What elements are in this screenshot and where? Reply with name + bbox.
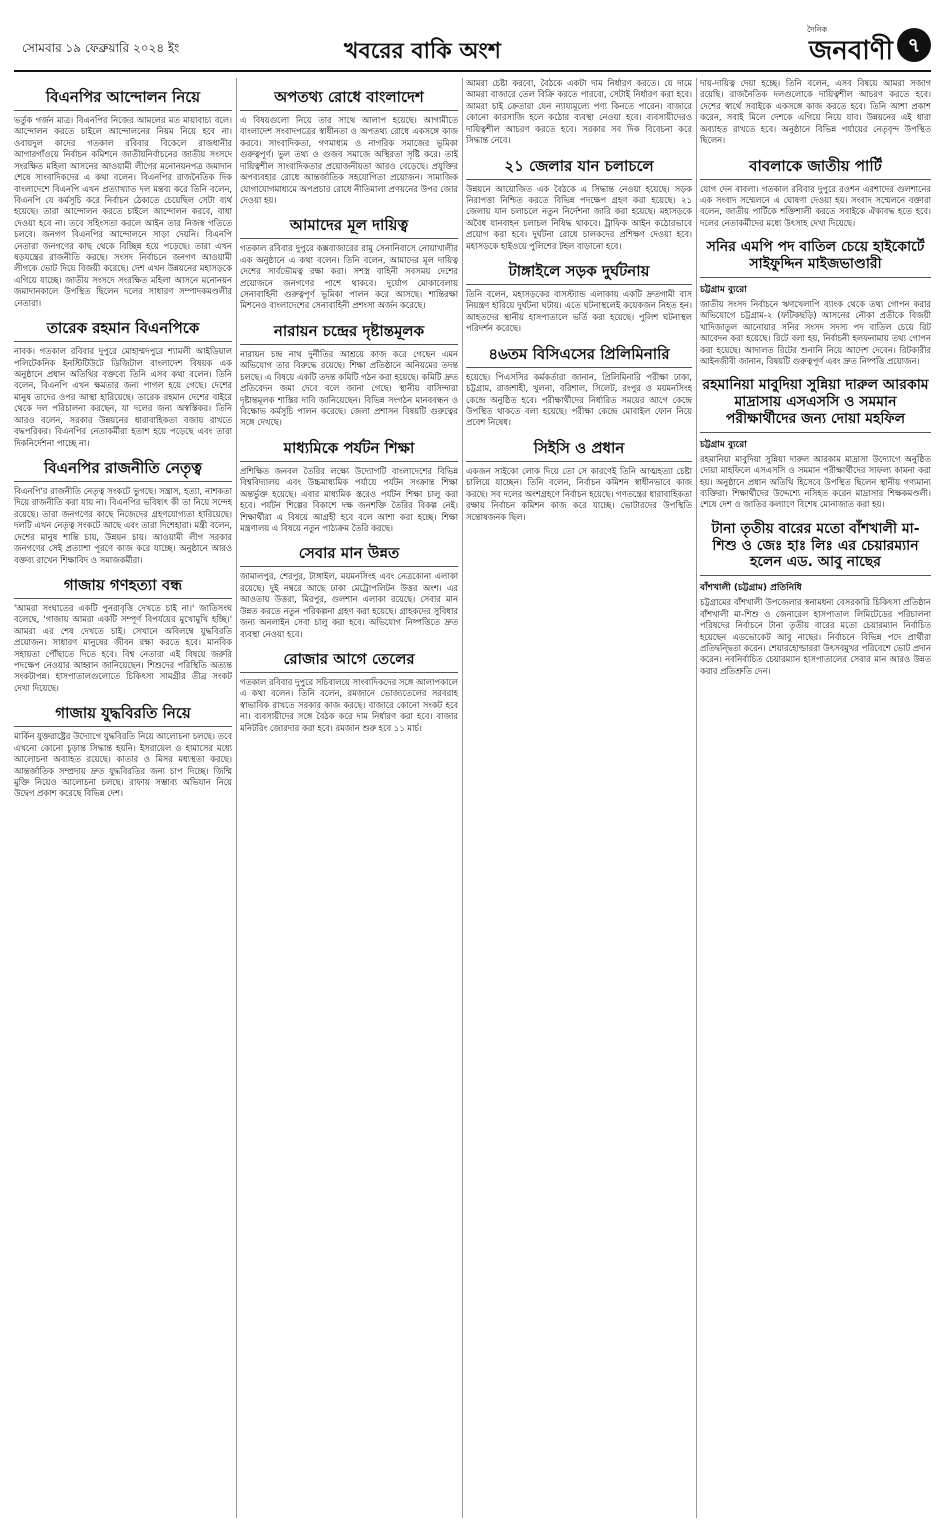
article (240, 84, 458, 206)
section-title: খবরের বাকি অংশ (344, 39, 501, 64)
column-2 (240, 78, 458, 734)
column-1 (14, 78, 232, 800)
article-headline: সনির এমপি পদ বাতিল চেয়ে হাইকোর্টে সাইফুদ্দিন মাইজভাণ্ডারী (700, 235, 931, 278)
article-body: জাতীয় সংসদ নির্বাচনে ঋণখেলাপি ব্যাংক থেকে তথ্য গোপন করার অভিযোগে চট্টগ্রাম-২ (ফটিকছড়ি) আসনের নৌকা প্রতীকে বিজয়ী খাদিজাতুল আনোয়ার সনির সংসদ সদস্য পদ বাতিল চেয়ে রিট আবেদন করা হয়েছে। রিটে বলা হয়, নির্বাচনী হলফনামায় তথ্য গোপন করা হয়েছে। আদালত রিটের শুনানি নিয়ে আদেশ দেবেন। রিটকারীর আইনজীবী জানান, বিষয়টি গুরুত্বপূর্ণ এবং দ্রুত নিষ্পত্তি প্রয়োজন। (700, 298, 931, 366)
article-body: নারায়ন চন্দ্র নাথ দুর্নীতির আশ্রয়ে কাজ করে গেছেন এমন অভিযোগ তার বিরুদ্ধে রয়েছে। শিক্ষা প্রতিষ্ঠানে অনিয়মের তদন্ত চলছে। এ বিষয়ে একটি তদন্ত কমিটি গঠন করা হয়েছে। কমিটি দ্রুত প্রতিবেদন জমা দেবে বলে জানা গেছে। স্থানীয় বাসিন্দারা দৃষ্টান্তমূলক শাস্তির দাবি জানিয়েছেন। বিভিন্ন সংগঠন মানববন্ধন ও বিক্ষোভ কর্মসূচি পালন করেছে। জেলা প্রশাসন বিষয়টি গুরুত্বের সঙ্গে দেখছে। (240, 348, 458, 428)
masthead (14, 25, 931, 68)
article (700, 153, 931, 230)
article-body: যোগ দেন বাবলা। গতকাল রবিবার দুপুরে রওশন এরশাদের গুলশানের এক সংবাদ সম্মেলনে এ ঘোষণা দেওয়া হয়। সংবাদ সম্মেলনে বক্তারা বলেন, জাতীয় পার্টিকে শক্তিশালী করতে সবাইকে ঐক্যবদ্ধ হতে হবে। দলের নেতাকর্মীদের মধ্যে উৎসাহ দেখা দিয়েছে। (700, 183, 931, 228)
article-headline: টানা তৃতীয় বারের মতো বাঁশখালী মা-শিশু ও জেঃ হাঃ লিঃ এর চেয়ারম্যান হলেন এড. আবু নাছের (700, 517, 931, 576)
article-body: দায়-দায়িত্ব দেয়া হচ্ছে। তিনি বলেন, এসব বিষয়ে আমরা সজাগ রয়েছি। রাজনৈতিক দলগুলোকে দায়িত্বশীল আচরণ করতে হবে। দেশের স্বার্থে সবাইকে একসঙ্গে কাজ করতে হবে। তিনি আশা প্রকাশ করেন, সবাই মিলে দেশকে এগিয়ে নিয়ে যাব। উন্নয়নের এই ধারা অব্যাহত রাখতে হবে। অনুষ্ঠানে বিভিন্ন পর্যায়ের নেতৃবৃন্দ উপস্থিত ছিলেন। (700, 78, 931, 146)
article-headline: রোজার আগে তেলের (240, 646, 458, 673)
column-3 (466, 78, 692, 523)
article (14, 572, 232, 694)
column-4 (700, 78, 931, 677)
article-body: তিনি বলেন, মহাসড়কের বাসস্ট্যান্ড এলাকায় একটি দ্রুতগামী বাস নিয়ন্ত্রণ হারিয়ে দুর্ঘটনা ঘটায়। এতে ঘটনাস্থলেই কয়েকজন নিহত হন। আহতদের স্থানীয় হাসপাতালে ভর্তি করা হয়েছে। পুলিশ ঘটনাস্থল পরিদর্শন করেছে। (466, 289, 692, 334)
article-byline: বাঁশখালী (চট্টগ্রাম) প্রতিনিধি (700, 583, 802, 594)
article-headline: গাজায় যুদ্ধবিরতি নিয়ে (14, 700, 232, 727)
article-body: মার্কিন যুক্তরাষ্ট্রের উদ্যোগে যুদ্ধবিরতি নিয়ে আলোচনা চলছে। তবে এখনো কোনো চূড়ান্ত সিদ্ধান্ত হয়নি। ইসরায়েল ও হামাসের মধ্যে আলোচনা অব্যাহত রয়েছে। কাতার ও মিসর মধ্যস্থতা করছে। আন্তর্জাতিক সম্প্রদায় দ্রুত যুদ্ধবিরতির জন্য চাপ দিচ্ছে। জিম্মি মুক্তি নিয়েও আলোচনা চলছে। রাফায় সম্ভাব্য অভিযান নিয়ে উদ্বেগ প্রকাশ করেছে বিভিন্ন দেশ। (14, 731, 232, 799)
article-body: গতকাল রবিবার দুপুরে সচিবালয়ে সাংবাদিকদের সঙ্গে আলাপকালে এ কথা বলেন। তিনি বলেন, রমজানে ভোজ্যতেলের সরবরাহ স্বাভাবিক রাখতে সরকার কাজ করছে। বাজারে কোনো সংকট হবে না। ব্যবসায়ীদের সঙ্গে বৈঠক করে দাম নির্ধারণ করা হবে। বাজার মনিটরিং জোরদার করা হবে। রমজান শুরু হবে ১১ মার্চ। (240, 676, 458, 733)
article-headline: তারেক রহমান বিএনপিকে (14, 315, 232, 342)
article-body: চট্টগ্রামের বাঁশখালী উপজেলার স্বনামধন্য বেসরকারি চিকিৎসা প্রতিষ্ঠান বাঁশখালী মা-শিশু ও জেনারেল হাসপাতাল লিমিটেডের পরিচালনা পরিষদের নির্বাচনে টানা তৃতীয় বারের মতো চেয়ারম্যান নির্বাচিত হয়েছেন এডভোকেট আবু নাছের। নির্বাচনে বিভিন্ন পদে প্রার্থীরা প্রতিদ্বন্দ্বিতা করেন। শেয়ারহোল্ডাররা উৎসবমুখর পরিবেশে ভোট প্রদান করেন। নবনির্বাচিত চেয়ারম্যান হাসপাতালের সেবার মান আরও উন্নত করার প্রতিশ্রুতি দেন। (700, 597, 931, 676)
article-byline: চট্টগ্রাম ব্যুরো (700, 439, 747, 450)
article-headline: বাবলাকে জাতীয় পার্টি (700, 153, 931, 180)
article (14, 315, 232, 449)
logo-prefix: দৈনিক (807, 25, 828, 34)
logo-text: জনবাণী (809, 36, 893, 66)
column-divider (236, 78, 237, 1518)
article (700, 235, 931, 367)
masthead-rule (14, 70, 931, 72)
article-headline: অপতথ্য রোধে বাংলাদেশ (240, 84, 458, 111)
article-body: আমরা চেষ্টা করবো, বৈঠকে একটা দাম নির্ধারণ করতে। যে দামে আমরা বাজারে তেল বিক্রি করতে পারবো, সেটাই নির্ধারণ করা হবে। আমরা চাই ক্রেতারা যেন ন্যায্যমূল্যে পণ্য কিনতে পারেন। বাজারে কোনো কারসাজি হলে কঠোর ব্যবস্থা নেওয়া হবে। ব্যবসায়ীদেরও দায়িত্বশীল আচরণ করতে হবে। সরকার সব দিক বিবেচনা করে সিদ্ধান্ত নেবে। (466, 78, 692, 146)
article (14, 455, 232, 566)
article-body: নাবক। গতকাল রবিবার দুপুরে মোহাম্মদপুরে শ্যামলী আইডিয়াল পলিটেকনিক ইনস্টিটিউটে ডিজিটাল বাংলাদেশ বিষয়ক এক অনুষ্ঠানে প্রধান অতিথির বক্তব্যে তিনি এসব কথা বলেন। তিনি বলেন, বিএনপি এখন ক্ষমতার জন্য পাগল হয়ে গেছে। দেশের মানুষ তাদের ওপর আস্থা হারিয়েছে। তারেক রহমান দেশের বাইরে থেকে দল পরিচালনা করছেন, যা দলের জন্য অস্বস্তিকর। তিনি আরও বলেন, সরকার উন্নয়নের ধারাবাহিকতা বজায় রাখতে বদ্ধপরিকর। বিএনপির নেতাকর্মীরা হতাশ হয়ে পড়েছে এবং তারা দিকনির্দেশনা পাচ্ছে না। (14, 346, 232, 448)
article-body: রহমানিয়া মাবুদিয়া সুন্নিয়া দারুল আরকাম মাদ্রাসা উদ্যোগে অনুষ্ঠিত দোয়া মাহফিলে এসএসসি ও সমমান পরীক্ষার্থীদের সাফল্য কামনা করা হয়। অনুষ্ঠানে প্রধান অতিথি হিসেবে উপস্থিত ছিলেন স্থানীয় গণ্যমান্য ব্যক্তিরা। শিক্ষার্থীদের উদ্দেশ্যে নসিহত করেন মাদ্রাসার শিক্ষকমণ্ডলী। শেষে দেশ ও জাতির কল্যাণে বিশেষ মোনাজাত করা হয়। (700, 453, 931, 510)
article-headline: বিএনপির রাজনীতি নেতৃত্ব (14, 455, 232, 482)
article-body: প্রশিক্ষিত জনবল তৈরির লক্ষ্যে উদ্যোগটি বাংলাদেশের বিভিন্ন বিশ্ববিদ্যালয় এবং উচ্চমাধ্যমিক পর্যায়ে পর্যটন সংক্রান্ত শিক্ষা অন্তর্ভুক্ত হয়েছে। এবার মাধ্যমিক স্তরেও পর্যটন শিক্ষা চালু করা হবে। পর্যটন শিল্পের বিকাশে দক্ষ জনশক্তি তৈরির বিকল্প নেই। শিক্ষার্থীরা এ বিষয়ে আগ্রহী হবে বলে আশা করা হচ্ছে। শিক্ষা মন্ত্রণালয় এ বিষয়ে নতুন পাঠ্যক্রম তৈরি করছে। (240, 465, 458, 533)
article (240, 212, 458, 312)
article-headline: সেবার মান উন্নত (240, 540, 458, 567)
article (240, 318, 458, 429)
article (14, 700, 232, 800)
article-headline: মাধ্যমিকে পর্যটন শিক্ষা (240, 435, 458, 462)
article-headline: বিএনপির আন্দোলন নিয়ে (14, 84, 232, 111)
article-body: একজন সাইকো লোক দিয়ে তো সে কারণেই তিনি আত্মহত্যা চেষ্টা চালিয়ে যাচ্ছেন। তিনি বলেন, নির্বাচন কমিশন স্বাধীনভাবে কাজ করছে। সব দলের অংশগ্রহণে নির্বাচন হয়েছে। গণতন্ত্রের ধারাবাহিকতা রক্ষায় নির্বাচন কমিশন কাজ করে যাচ্ছে। ভোটারদের উপস্থিতি সন্তোষজনক ছিল। (466, 465, 692, 522)
newspaper-logo (807, 25, 893, 74)
article-headline: গাজায় গণহত্যা বন্ধ (14, 572, 232, 599)
article-headline: ৪৬তম বিসিএসের প্রিলিমিনারি (466, 341, 692, 368)
article-byline: চট্টগ্রাম ব্যুরো (700, 284, 747, 295)
page-number: ৭ (897, 28, 931, 62)
article (466, 78, 692, 147)
article-headline: নারায়ন চন্দ্রের দৃষ্টান্তমূলক (240, 318, 458, 345)
article (14, 84, 232, 309)
article (700, 78, 931, 147)
article-body: বিএনপি'র রাজনীতি নেতৃত্ব সংকটে ভুগছে। সন্ত্রাস, হত্যা, নাশকতা দিয়ে রাজনীতি করা যায় না। বিএনপির ভবিষ্যৎ কী তা নিয়ে সন্দেহ রয়েছে। তারা জনগণের কাছে নিজেদের গ্রহণযোগ্যতা হারিয়েছে। দলটি এখন নেতৃত্ব সংকটে আছে এবং তারা দিশেহারা। মন্ত্রী বলেন, দেশের মানুষ শান্তি চায়, উন্নয়ন চায়। আওয়ামী লীগ সরকার জনগণের সেই প্রত্যাশা পূরণে কাজ করে যাচ্ছে। অনুষ্ঠানে আরও বক্তব্য রাখেন শিক্ষাবিদ ও সমাজকর্মীরা। (14, 485, 232, 565)
column-divider (696, 78, 697, 1518)
article-body: 'আমরা সংঘাতের একটি পুনরাবৃত্তি দেখতে চাই না।' জাতিসংঘ বলেছে, 'গাজায় আমরা একটি সম্পূর্ণ বিপর্যয়ের মুখোমুখি হচ্ছি।' আমরা এর শেষ দেখতে চাই। সেখানে অবিলম্বে যুদ্ধবিরতি প্রয়োজন। সাধারণ মানুষের জীবন রক্ষা করতে হবে। মানবিক সহায়তা পৌঁছাতে দিতে হবে। বিশ্ব নেতারা এই বিষয়ে জরুরি পদক্ষেপ নেওয়ার আহ্বান জানিয়েছেন। শিশুদের পরিস্থিতি অত্যন্ত সংকটাপন্ন। হাসপাতালগুলোতে চিকিৎসা সামগ্রীর তীব্র সংকট দেখা দিয়েছে। (14, 602, 232, 693)
article-body: জামালপুর, শেরপুর, টাঙ্গাইল, ময়মনসিংহ এবং নেত্রকোনা এলাকা রয়েছে। দুই নম্বরে আছে ঢাকা মেট্রোপলিটন উত্তর অংশ। এর আওতায় উত্তরা, মিরপুর, গুলশান এলাকা রয়েছে। সেবার মান উন্নত করতে নতুন পরিকল্পনা গ্রহণ করা হয়েছে। গ্রাহকদের সুবিধার জন্য অনলাইন সেবা চালু করা হবে। অভিযোগ নিষ্পত্তিতে দ্রুত ব্যবস্থা নেওয়া হবে। (240, 571, 458, 639)
column-divider (462, 78, 463, 1518)
article (700, 373, 931, 511)
article (240, 646, 458, 734)
article (466, 258, 692, 335)
article (700, 517, 931, 677)
article-body: গতকাল রবিবার দুপুরে কক্সবাজারের রামু সেনানিবাসে নোয়াখালীর এক অনুষ্ঠানে এ কথা বলেন। তিনি বলেন, আমাদের মূল দায়িত্ব দেশের সার্বভৌমত্ব রক্ষা করা। সশস্ত্র বাহিনী সবসময় দেশের প্রয়োজনে জনগণের পাশে থাকবে। দুর্যোগ মোকাবেলায় সেনাবাহিনী গুরুত্বপূর্ণ ভূমিকা পালন করে আসছে। শান্তিরক্ষা মিশনেও বাংলাদেশের সেনাবাহিনী প্রশংসা অর্জন করেছে। (240, 243, 458, 311)
article-headline: সিইসি ও প্রধান (466, 435, 692, 462)
article-body: হয়েছে। পিএসসির কর্মকর্তারা জানান, প্রিলিমিনারি পরীক্ষা ঢাকা, চট্টগ্রাম, রাজশাহী, খুলনা, বরিশাল, সিলেট, রংপুর ও ময়মনসিংহ কেন্দ্রে অনুষ্ঠিত হবে। পরীক্ষার্থীদের নির্ধারিত সময়ের আগে কেন্দ্রে উপস্থিত থাকতে বলা হয়েছে। পরীক্ষা কেন্দ্রে মোবাইল ফোন নিয়ে প্রবেশ নিষেধ। (466, 371, 692, 428)
article (466, 153, 692, 253)
article-body: উন্নয়নে আয়োজিত এক বৈঠকে এ সিদ্ধান্ত নেওয়া হয়েছে। সড়ক নিরাপত্তা নিশ্চিত করতে বিভিন্ন পদক্ষেপ গ্রহণ করা হয়েছে। ২১ জেলায় যান চলাচলে নতুন নির্দেশনা জারি করা হয়েছে। মহাসড়কে অবৈধ যানবাহন চলাচল নিষিদ্ধ থাকবে। ট্রাফিক আইন কঠোরভাবে প্রয়োগ করা হবে। দুর্ঘটনা রোধে চালকদের প্রশিক্ষণ দেওয়া হবে। মহাসড়কে হাইওয়ে পুলিশের টহল বাড়ানো হবে। (466, 183, 692, 251)
article (240, 435, 458, 535)
article-headline: টাঙ্গাইলে সড়ক দুর্ঘটনায় (466, 258, 692, 285)
issue-date: সোমবার ১৯ ফেব্রুয়ারি ২০২৪ ইং (22, 41, 180, 55)
article (240, 540, 458, 640)
article-body: এ বিষয়গুলো নিয়ে তার সাথে আলাপ হয়েছে। আগামীতে বাংলাদেশ সংবাদপত্রের স্বাধীনতা ও অপতথ্য রোধে একসঙ্গে কাজ করবে। সাংবাদিকতা, গণমাধ্যম ও নাগরিক সমাজের ভূমিকা গুরুত্বপূর্ণ। ভুল তথ্য ও গুজব সমাজে অস্থিরতা সৃষ্টি করে। তাই দায়িত্বশীল সাংবাদিকতার প্রয়োজনীয়তা আরও বেড়েছে। প্রযুক্তির অপব্যবহার রোধে আন্তর্জাতিক সহযোগিতা প্রয়োজন। সামাজিক যোগাযোগমাধ্যমে অপপ্রচার রোধে নীতিমালা প্রণয়নের উপর জোর দেওয়া হয়। (240, 115, 458, 205)
article-headline: রহমানিয়া মাবুদিয়া সুন্নিয়া দারুল আরকাম মাদ্রাসায় এসএসসি ও সমমান পরীক্ষার্থীদের জন্য দোয়া মহফিল (700, 373, 931, 432)
article-headline: ২১ জেলার যান চলাচলে (466, 153, 692, 180)
article-headline: আমাদের মূল দায়িত্ব (240, 212, 458, 239)
article-body: ভর্তুক গর্জন মাত্র। বিএনপির নিজের আমলের মত মায়াবাচ্য বলে। আন্দোলন করতে চাইলে আন্দোলনের নিয়ম নিয়ে হবে না। ওবায়দুল কাদের গতকাল রবিবার বিকেলে রাজধানীর আগারগাঁওয়ে নির্বাচন কমিশনে জাতীয়নির্বাচনের জাতীয় সংসদে সংরক্ষিত মহিলা আসনের আওয়ামী লীগের মনোনয়নপত্র জমাদান শেষে সাংবাদিকদের এ কথা বলেন। বিএনপির রাজনৈতিক দিক বাংলাদেশে বিএনপি এখন প্রত্যাখ্যাত দল মন্তব্য করে তিনি বলেন, বিএনপি যে কর্মসূচি করে নির্বাচন ঠেকাতে চেয়েছিল সেটা ব্যর্থ হয়েছে। তারা আন্দোলন করতে চাইলে আন্দোলন করবে, বাধা দেওয়া হবে না। তবে সহিংসতা করলে আইন তার নিজস্ব গতিতে চলবে। জনগণ বিএনপির আন্দোলনে সাড়া দেয়নি। বিএনপি নেতারা জনগণের কাছ থেকে বিচ্ছিন্ন হয়ে পড়েছে। তারা এখন ষড়যন্ত্রের রাজনীতি করছে। সংসদ নির্বাচনে জনগণ আওয়ামী লীগকে ভোট দিয়ে বিজয়ী করেছে। দেশ এখন উন্নয়নের মহাসড়কে এগিয়ে যাচ্ছে। জাতীয় সংসদে সংরক্ষিত মহিলা আসনে মনোনয়ন জমাদানকালে উপস্থিত ছিলেন দলের সাধারণ সম্পাদকমণ্ডলীর নেতারা। (14, 115, 232, 308)
article (466, 341, 692, 429)
article (466, 435, 692, 523)
